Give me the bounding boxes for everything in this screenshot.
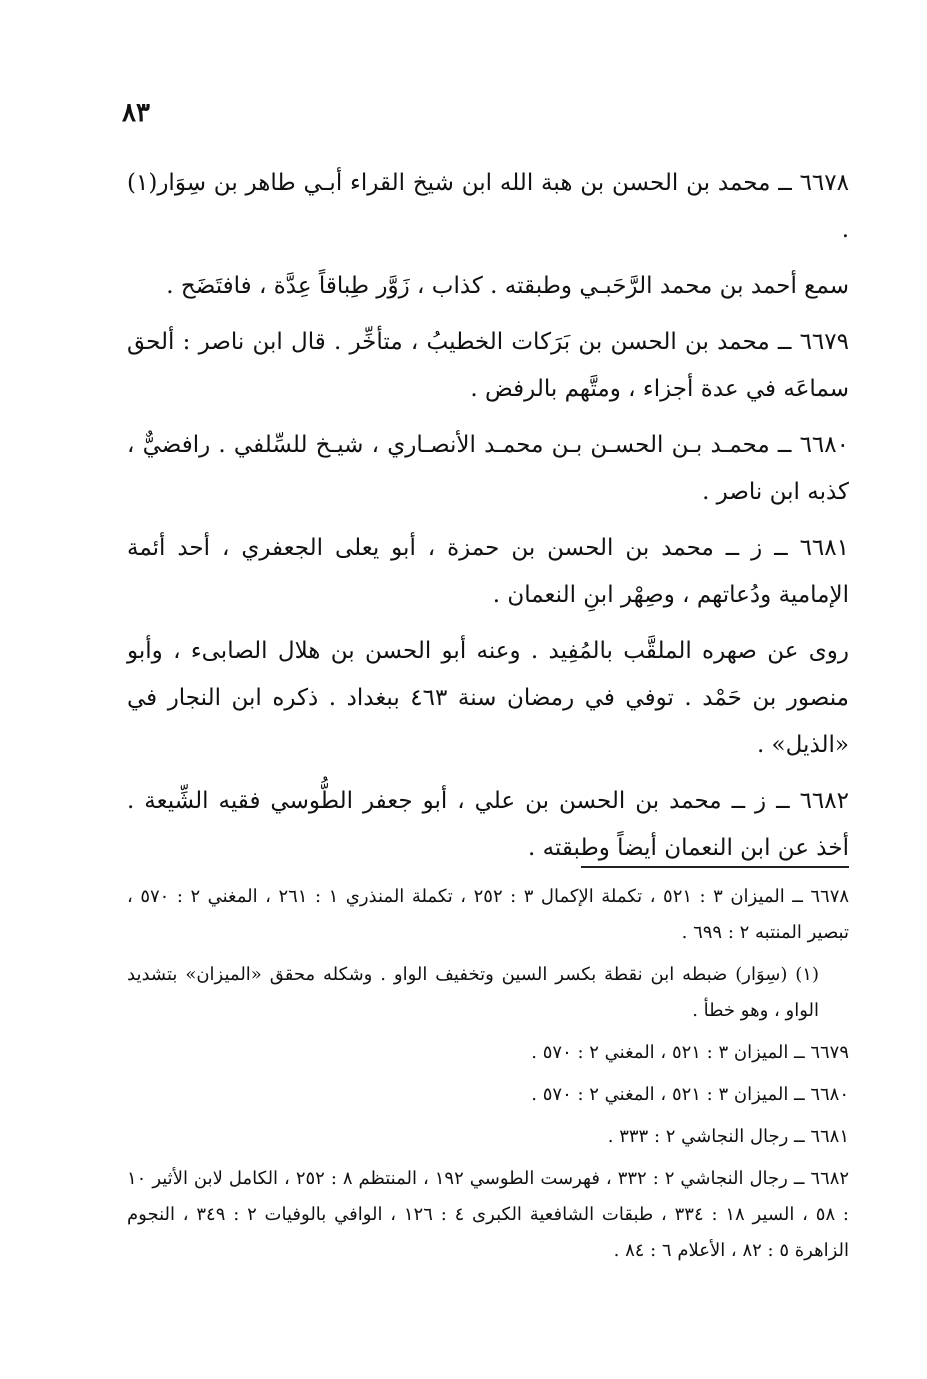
entry-6681-detail: روى عن صهره الملقَّب بالمُفِيد . وعنه أبو الحسن بن هلال الصابىء ، وأبو منصور بن حَمْد . توفي في رمضان سنة ٤٦٣ ببغداد . ذكره ابن النجار في «الذيل» . xyxy=(127,638,849,758)
footnote-1: (١) (سِوَار) ضبطه ابن نقطة بكسر السين وتخفيف الواو . وشكله محقق «الميزان» بتشديد الواو ، وهو خطأ . xyxy=(127,964,819,1021)
footnote-divider xyxy=(581,866,849,868)
entry-6679: ٦٦٧٩ ــ محمد بن الحسن بن بَرَكات الخطيبُ ، متأخِّر . قال ابن ناصر : ألحق سماعَه في عدة أجزاء ، ومتَّهم بالرفض . xyxy=(127,329,849,402)
footnote-6679: ٦٦٧٩ ــ الميزان ٣ : ٥٢١ ، المغني ٢ : ٥٧٠ . xyxy=(531,1042,849,1063)
footnote-6682: ٦٦٨٢ ــ رجال النجاشي ٢ : ٣٣٢ ، فهرست الطوسي ١٩٢ ، المنتظم ٨ : ٢٥٢ ، الكامل لابن الأثير ١٠ : ٥٨ ، السير ١٨ : ٣٣٤ ، طبقات الشافعية الكبرى ٤ : ١٢٦ ، الوافي بالوفيات ٢ : ٣٤٩ ، النجوم الزاهرة ٥ : ٨٢ ، الأعلام ٦ : ٨٤ . xyxy=(127,1168,850,1261)
footnote-6680: ٦٦٨٠ ــ الميزان ٣ : ٥٢١ ، المغني ٢ : ٥٧٠ . xyxy=(531,1084,849,1105)
entry-6681: ٦٦٨١ ــ ز ــ محمد بن الحسن بن حمزة ، أبو يعلى الجعفري ، أحد أئمة الإمامية ودُعاتهم ، وصِهْر ابنِ النعمان . xyxy=(127,535,849,608)
footnotes xyxy=(127,879,849,1275)
footnote-6681: ٦٦٨١ ــ رجال النجاشي ٢ : ٣٣٣ . xyxy=(607,1126,849,1147)
footnote-6678: ٦٦٧٨ ــ الميزان ٣ : ٥٢١ ، تكملة الإكمال ٣ : ٢٥٢ ، تكملة المنذري ١ : ٢٦١ ، المغني ٢ : ٥٧٠ ، تبصير المنتبه ٢ : ٦٩٩ . xyxy=(127,886,850,943)
entry-6678-detail: سمع أحمد بن محمد الرَّحَبـي وطبقته . كذاب ، زَوَّر طِباقاً عِدَّة ، فافتَضَح . xyxy=(166,273,849,299)
entry-6682: ٦٦٨٢ ــ ز ــ محمد بن الحسن بن علي ، أبو جعفر الطُّوسي فقيه الشِّيعة . أخذ عن ابن النعمان أيضاً وطبقته . xyxy=(127,788,849,861)
main-text xyxy=(127,160,849,881)
entry-6678: ٦٦٧٨ ــ محمد بن الحسن بن هبة الله ابن شيخ القراء أبـي طاهر بن سِوَار(١) . xyxy=(127,170,849,243)
page-number: ٨٣ xyxy=(122,98,150,128)
entry-6680: ٦٦٨٠ ــ محمـد بـن الحسـن بـن محمـد الأنصـاري ، شيـخ للسِّلفي . رافضيٌّ ، كذبه ابن ناصر . xyxy=(127,432,849,505)
